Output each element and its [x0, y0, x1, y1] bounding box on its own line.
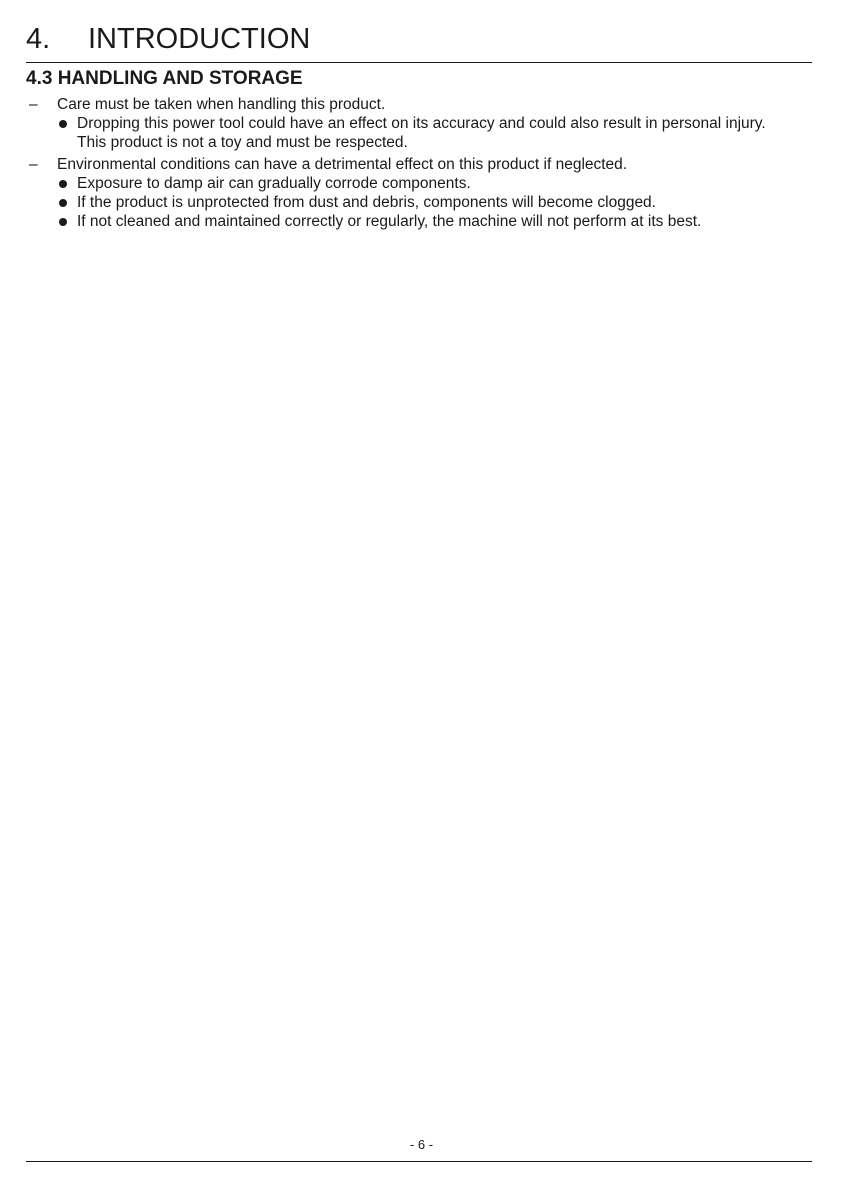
bullet-item: [57, 193, 819, 212]
list-item-text: Care must be taken when handling this product.: [57, 96, 386, 113]
page-number: - 6 -: [409, 1137, 434, 1152]
bullet-icon: [59, 199, 67, 207]
bullet-icon: [59, 180, 67, 188]
chapter-number: 4.: [26, 23, 51, 55]
bullet-list: [57, 174, 819, 231]
dash-marker: –: [29, 96, 38, 113]
section-heading: 4.3 HANDLING AND STORAGE: [26, 68, 303, 89]
bullet-text: Exposure to damp air can gradually corrode components.: [77, 175, 471, 192]
bullet-icon: [59, 120, 67, 128]
bottom-divider: [26, 1161, 812, 1162]
list-item-text: Environmental conditions can have a detrimental effect on this product if neglected.: [57, 156, 628, 173]
bullet-text: Dropping this power tool could have an effect on its accuracy and could also result in personal injury. This product is not a toy and must be respected.: [77, 115, 766, 151]
list-item: [29, 95, 819, 152]
bullet-icon: [59, 218, 67, 226]
bullet-text: If not cleaned and maintained correctly or regularly, the machine will not perform at its best.: [77, 213, 702, 230]
chapter-title: INTRODUCTION: [88, 23, 311, 55]
list-item: [29, 155, 819, 231]
handling-storage-content: [29, 95, 819, 234]
bullet-list: [57, 114, 819, 152]
bullet-item: [57, 174, 819, 193]
chapter-heading: [26, 21, 310, 57]
bullet-text: If the product is unprotected from dust and debris, components will become clogged.: [77, 194, 656, 211]
bullet-item: [57, 212, 819, 231]
dash-marker: –: [29, 156, 38, 173]
bullet-item: [57, 114, 819, 152]
top-divider: [26, 62, 812, 63]
